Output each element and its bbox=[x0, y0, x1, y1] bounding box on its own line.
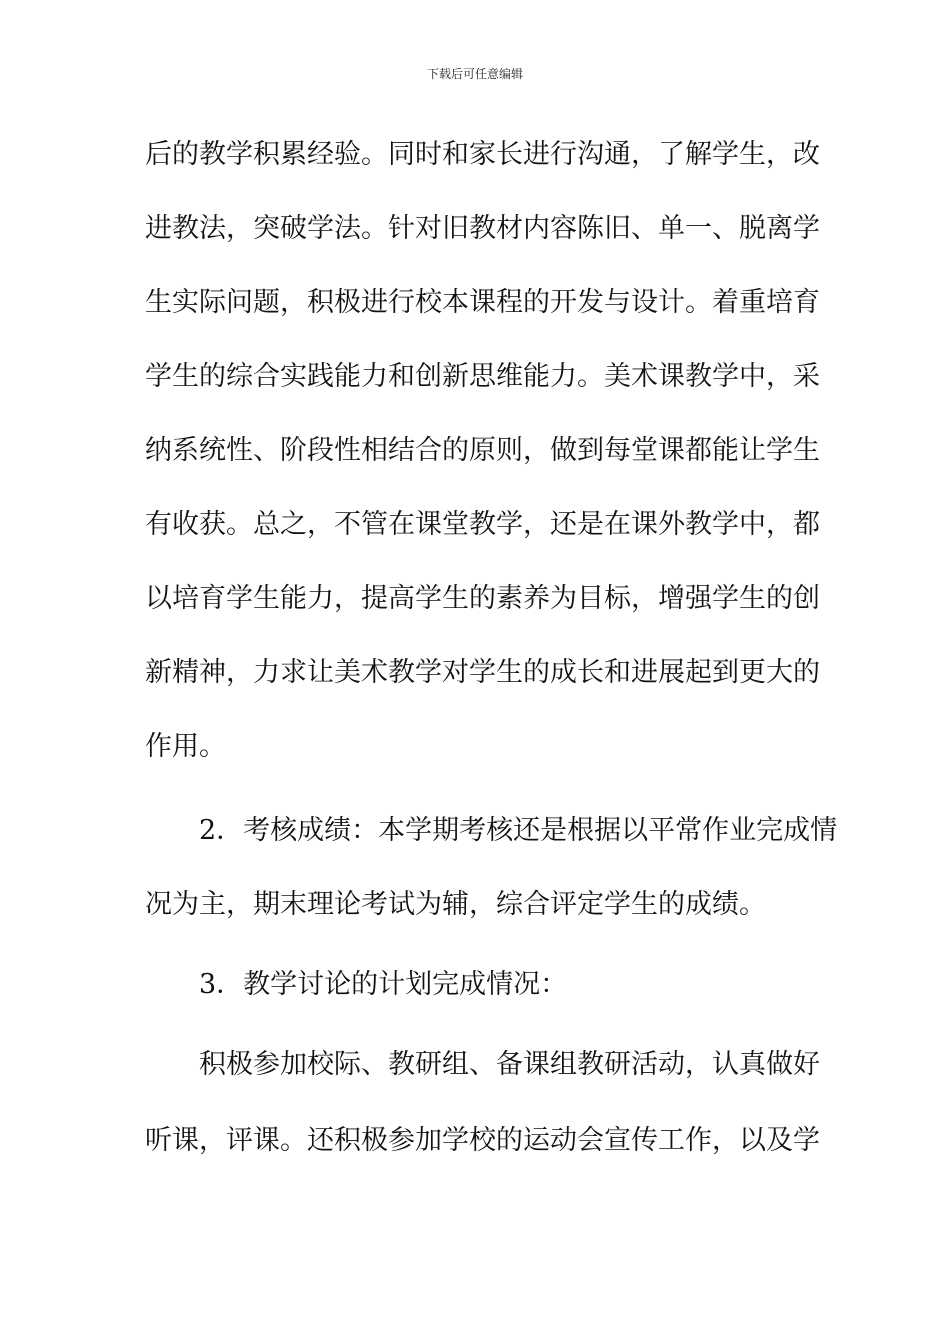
paragraph-first-line: 积极参加校际、教研组、备课组教研活动，认真做好 bbox=[199, 1049, 820, 1080]
body-text-line: 纳系统性、阶段性相结合的原则，做到每堂课都能让学生 bbox=[145, 435, 820, 466]
body-text-line: 进教法，突破学法。针对旧教材内容陈旧、单一、脱离学 bbox=[145, 213, 820, 244]
body-text-line: 作用。 bbox=[145, 731, 226, 762]
section-heading-line: 3．教学讨论的计划完成情况： bbox=[199, 969, 568, 1000]
body-text-line: 生实际问题，积极进行校本课程的开发与设计。着重培育 bbox=[145, 287, 820, 318]
body-text-line: 听课，评课。还积极参加学校的运动会宣传工作，以及学 bbox=[145, 1125, 820, 1156]
body-text-line: 况为主，期末理论考试为辅，综合评定学生的成绩。 bbox=[145, 889, 766, 920]
body-text-line: 学生的综合实践能力和创新思维能力。美术课教学中，采 bbox=[145, 361, 820, 392]
body-text-line: 以培育学生能力，提高学生的素养为目标，增强学生的创 bbox=[145, 583, 820, 614]
body-text-line: 新精神，力求让美术教学对学生的成长和进展起到更大的 bbox=[145, 657, 820, 688]
page-header-note: 下载后可任意编辑 bbox=[426, 67, 523, 81]
section-heading-line: 2．考核成绩：本学期考核还是根据以平常作业完成情 bbox=[199, 815, 838, 846]
body-text-line: 后的教学积累经验。同时和家长进行沟通，了解学生，改 bbox=[145, 139, 820, 170]
body-text-line: 有收获。总之，不管在课堂教学，还是在课外教学中，都 bbox=[145, 509, 820, 540]
